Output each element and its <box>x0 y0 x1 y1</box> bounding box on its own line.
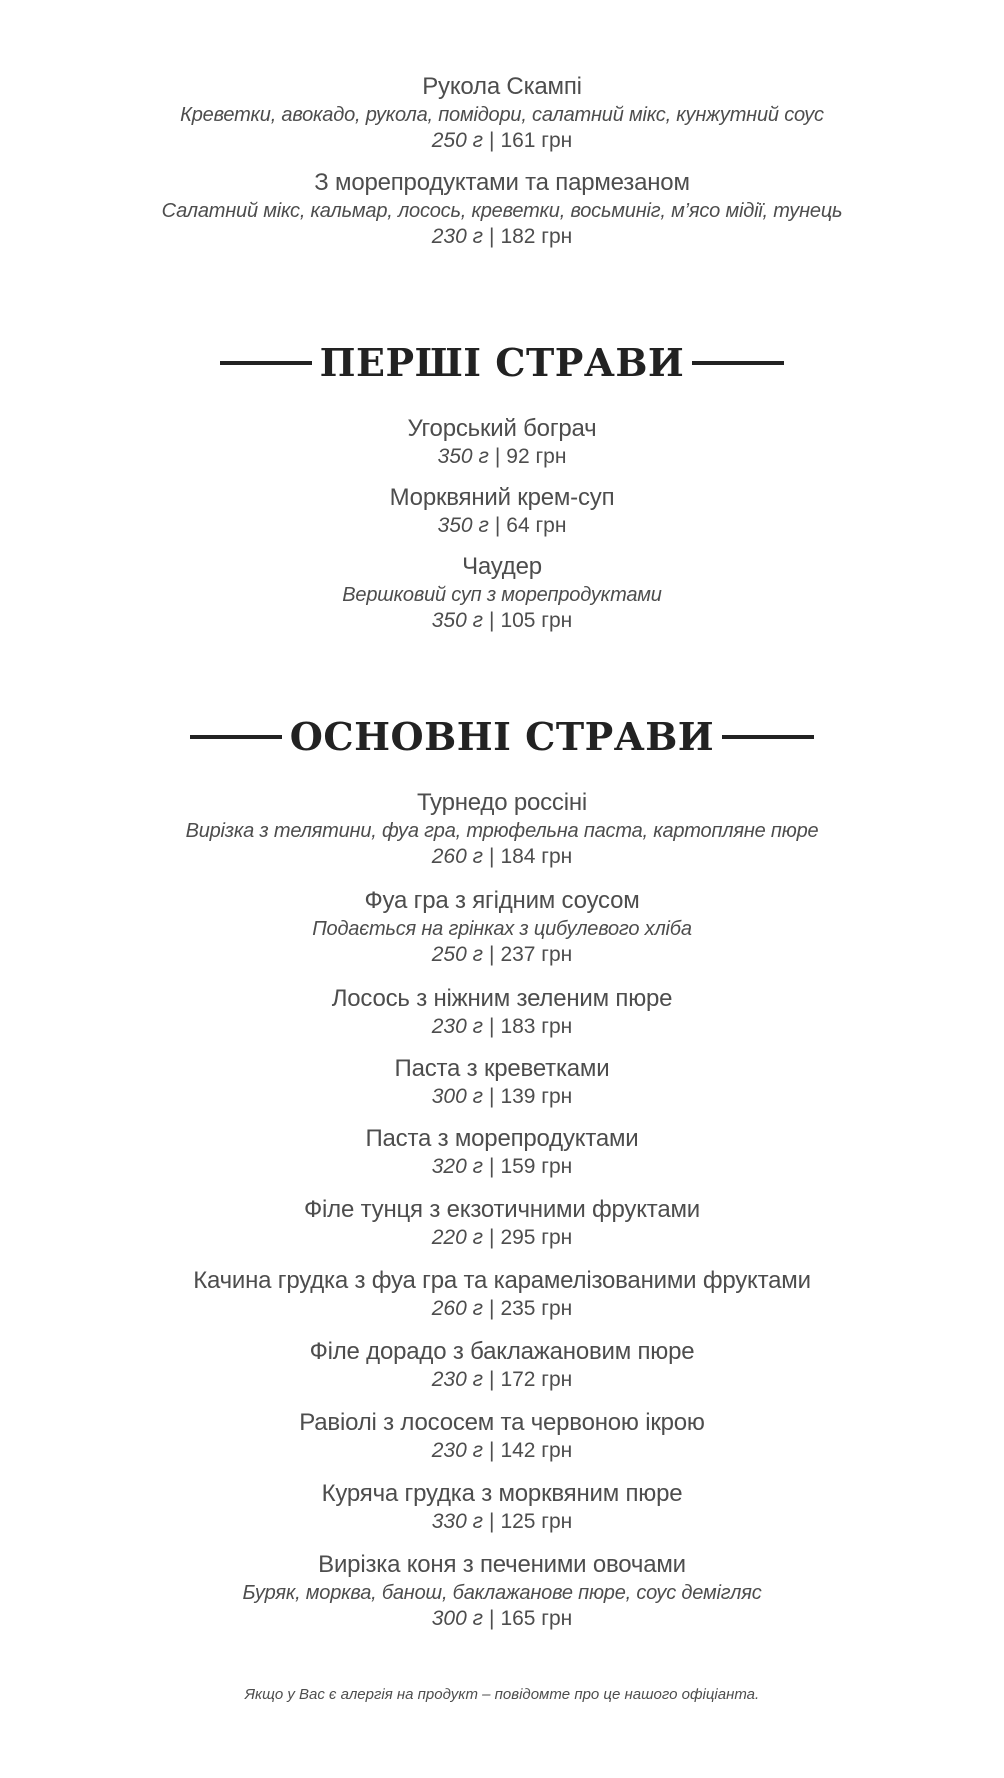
main-courses-item-9 <box>0 1408 1004 1464</box>
item-price-line <box>0 1509 1004 1535</box>
menu-item <box>0 984 1004 1040</box>
item-name: Філе дорадо з баклажановим пюре <box>309 1338 695 1365</box>
price-separator: | <box>488 1607 495 1630</box>
item-price-line <box>0 1367 1004 1393</box>
price-separator: | <box>488 1368 495 1391</box>
item-weight: 330 г <box>431 1510 483 1533</box>
first-courses-item-1 <box>0 414 1004 470</box>
main-courses-item-10 <box>0 1479 1004 1535</box>
heading-rule-right <box>722 735 814 739</box>
menu-item <box>0 552 1004 634</box>
item-name: Турнедо россіні <box>416 789 588 816</box>
item-weight: 260 г <box>431 1297 483 1320</box>
item-weight: 230 г <box>431 225 483 248</box>
item-name: Лосось з ніжним зеленим пюре <box>331 985 673 1012</box>
menu-item <box>0 483 1004 539</box>
menu-item <box>0 1550 1004 1632</box>
item-weight: 250 г <box>431 943 483 966</box>
menu-item <box>0 1124 1004 1180</box>
item-price: 295 грн <box>500 1226 573 1249</box>
section-title: ОСНОВНІ СТРАВИ <box>289 714 715 759</box>
item-price: 92 грн <box>506 445 567 468</box>
price-separator: | <box>488 1015 495 1038</box>
main-courses-item-3 <box>0 984 1004 1040</box>
item-name: Равіолі з лососем та червоною ікрою <box>299 1409 705 1436</box>
menu-item <box>0 1054 1004 1110</box>
main-courses-item-11 <box>0 1550 1004 1632</box>
item-weight: 230 г <box>431 1439 483 1462</box>
item-name: Куряча грудка з морквяним пюре <box>321 1480 683 1507</box>
price-separator: | <box>488 1297 495 1320</box>
main-courses-item-2 <box>0 886 1004 968</box>
item-weight: 300 г <box>431 1085 483 1108</box>
item-price-line <box>0 1296 1004 1322</box>
item-price: 142 грн <box>500 1439 573 1462</box>
item-name: Вирізка коня з печеними овочами <box>318 1551 686 1578</box>
item-price-line <box>0 1084 1004 1110</box>
salads-section-2 <box>0 168 1004 250</box>
item-weight: 350 г <box>431 609 483 632</box>
heading-rule-left <box>190 735 282 739</box>
item-description: Вирізка з телятини, фуа гра, трюфельна паста, картопляне пюре <box>185 820 819 842</box>
heading-rule-right <box>692 361 784 365</box>
item-name: Чаудер <box>462 553 542 580</box>
item-weight: 260 г <box>431 845 483 868</box>
item-name: Паста з креветками <box>394 1055 610 1082</box>
price-separator: | <box>488 1226 495 1249</box>
first-courses-heading <box>0 340 1004 385</box>
item-weight: 350 г <box>437 514 489 537</box>
section-title: ПЕРШІ СТРАВИ <box>319 340 685 385</box>
main-courses-item-1 <box>0 788 1004 870</box>
item-price-line <box>0 942 1004 968</box>
menu-item <box>0 414 1004 470</box>
item-price-line <box>0 608 1004 634</box>
item-price: 125 грн <box>500 1510 573 1533</box>
item-name: Морквяний крем-суп <box>389 484 615 511</box>
item-price: 161 грн <box>500 129 573 152</box>
item-price: 105 грн <box>500 609 573 632</box>
item-price: 183 грн <box>500 1015 573 1038</box>
item-name: Фуа гра з ягідним соусом <box>364 887 640 914</box>
item-name: Рукола Скампі <box>422 73 582 100</box>
price-separator: | <box>488 609 495 632</box>
main-courses-item-4 <box>0 1054 1004 1110</box>
item-price-line <box>0 1154 1004 1180</box>
item-weight: 350 г <box>437 445 489 468</box>
price-separator: | <box>488 1155 495 1178</box>
menu-item <box>0 1266 1004 1322</box>
item-weight: 230 г <box>431 1368 483 1391</box>
item-price: 172 грн <box>500 1368 573 1391</box>
allergy-note: Якщо у Вас є алергія на продукт – повідомте про це нашого офіціанта. <box>244 1686 760 1703</box>
item-weight: 320 г <box>431 1155 483 1178</box>
price-separator: | <box>488 845 495 868</box>
menu-item <box>0 168 1004 250</box>
item-name: Качина грудка з фуа гра та карамелізованими фруктами <box>193 1267 811 1294</box>
item-price: 235 грн <box>500 1297 573 1320</box>
menu-item <box>0 1337 1004 1393</box>
item-price-line <box>0 128 1004 154</box>
price-separator: | <box>488 1510 495 1533</box>
menu-item <box>0 72 1004 154</box>
menu-item <box>0 886 1004 968</box>
item-description: Креветки, авокадо, рукола, помідори, салатний мікс, кунжутний соус <box>180 104 824 126</box>
item-weight: 300 г <box>431 1607 483 1630</box>
item-price: 139 грн <box>500 1085 573 1108</box>
item-description: Салатний мікс, кальмар, лосось, креветки, восьминіг, м’ясо мідії, тунець <box>161 200 843 222</box>
price-separator: | <box>488 1439 495 1462</box>
price-separator: | <box>488 129 495 152</box>
item-name: Угорський бограч <box>407 415 597 442</box>
item-price: 159 грн <box>500 1155 573 1178</box>
menu-item <box>0 788 1004 870</box>
menu-item <box>0 1479 1004 1535</box>
price-separator: | <box>488 1085 495 1108</box>
price-separator: | <box>488 943 495 966</box>
item-price-line <box>0 1438 1004 1464</box>
item-price: 184 грн <box>500 845 573 868</box>
item-price-line <box>0 1225 1004 1251</box>
price-separator: | <box>488 225 495 248</box>
item-price: 165 грн <box>500 1607 573 1630</box>
price-separator: | <box>494 514 501 537</box>
main-courses-item-7 <box>0 1266 1004 1322</box>
main-courses-heading <box>0 714 1004 759</box>
first-courses-item-2 <box>0 483 1004 539</box>
salads-section <box>0 72 1004 154</box>
price-separator: | <box>494 445 501 468</box>
item-weight: 230 г <box>431 1015 483 1038</box>
item-name: Паста з морепродуктами <box>365 1125 639 1152</box>
item-description: Буряк, морква, банош, баклажанове пюре, соус демігляс <box>242 1582 762 1604</box>
item-price-line <box>0 844 1004 870</box>
item-weight: 220 г <box>431 1226 483 1249</box>
item-price-line <box>0 444 1004 470</box>
menu-item <box>0 1195 1004 1251</box>
item-description: Вершковий суп з морепродуктами <box>342 584 662 606</box>
main-courses-item-8 <box>0 1337 1004 1393</box>
menu-item <box>0 1408 1004 1464</box>
item-price: 237 грн <box>500 943 573 966</box>
main-courses-item-5 <box>0 1124 1004 1180</box>
item-price-line <box>0 1014 1004 1040</box>
item-price: 64 грн <box>506 514 567 537</box>
item-name: З морепродуктами та пармезаном <box>314 169 690 196</box>
item-price: 182 грн <box>500 225 573 248</box>
main-courses-item-6 <box>0 1195 1004 1251</box>
item-price-line <box>0 1606 1004 1632</box>
item-description: Подається на грінках з цибулевого хліба <box>312 918 692 940</box>
first-courses-item-3 <box>0 552 1004 634</box>
item-name: Філе тунця з екзотичними фруктами <box>304 1196 700 1223</box>
item-weight: 250 г <box>431 129 483 152</box>
heading-rule-left <box>220 361 312 365</box>
item-price-line <box>0 513 1004 539</box>
item-price-line <box>0 224 1004 250</box>
